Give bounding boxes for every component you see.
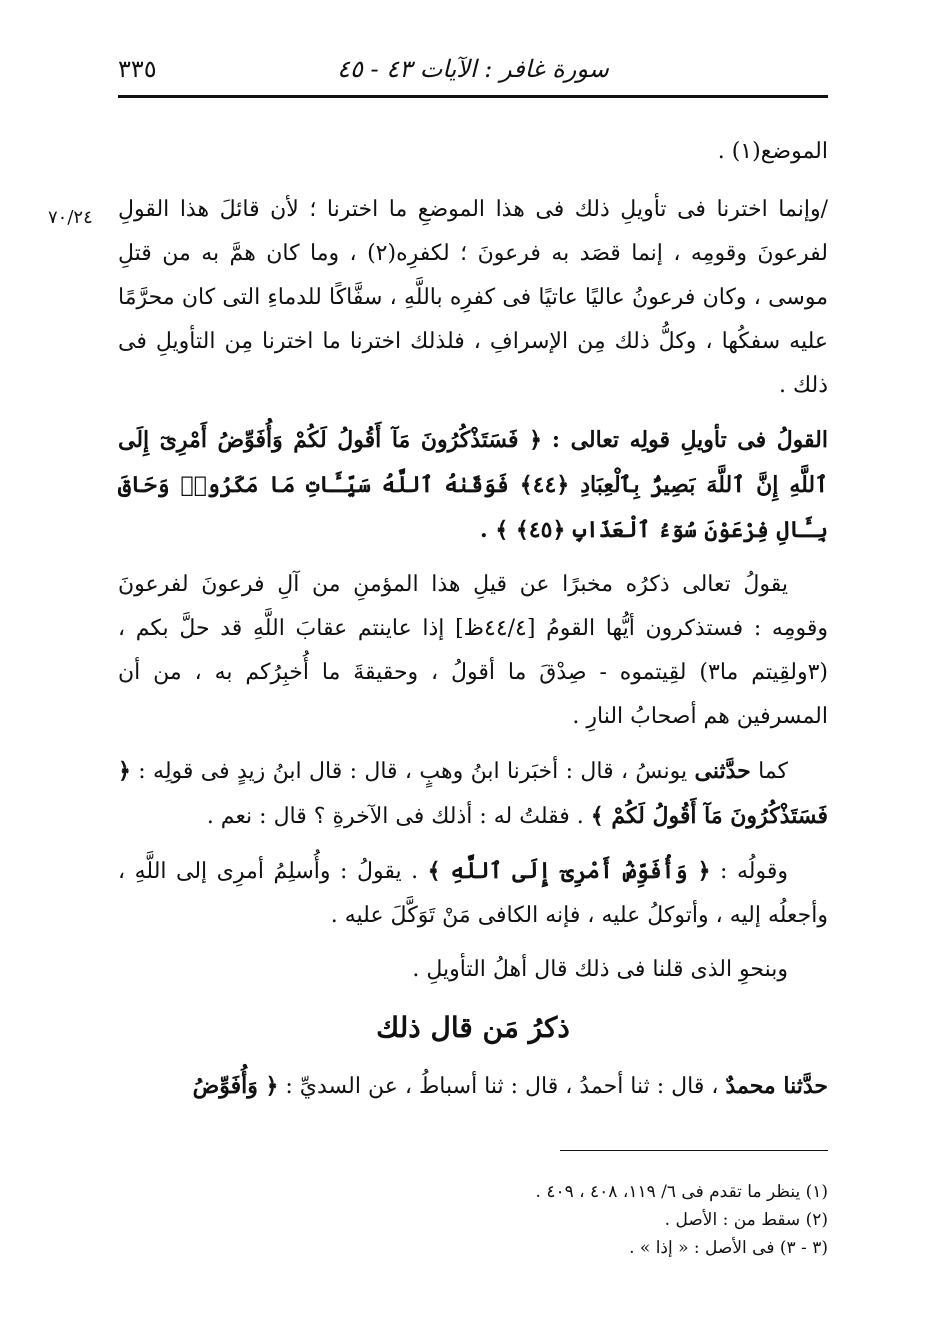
paragraph-5 bbox=[118, 849, 828, 938]
footnote-item: (٢) سقط من : الأصل . bbox=[664, 1210, 828, 1230]
quran-verse: ﴿ فَسَتَذْكُرُونَ مَآ أَقُولُ لَكُمْ وَأُفَوِّضُ أَمْرِىٓ إِلَى ٱللَّهِ إِنَّ ٱللَّهَ بَصِيرٌۢ بِٱلْعِبَادِ ﴿٤٤﴾ فَوَقَىٰهُ ٱللَّهُ سَيِّـَٔاتِ مَا مَكَرُوا۟ وَحَاقَ بِـَٔالِ فِرْعَوْنَ سُوٓءُ ٱلْعَذَابِ ﴿٤٥﴾ ﴾ . bbox=[118, 427, 829, 543]
paragraph-3: يقولُ تعالى ذكرُه مخبرًا عن قيلِ هذا المؤمنِ من آلِ فرعونَ لفرعونَ وقومِه : فستذكرون أيُّها القومُ [٤٤/٤ظ] إذا عاينتم عقابَ اللَّهِ قد حلَّ بكم ، (٣ولقِيتم ما٣) لقِيتموه - صِدْقَ ما أقولُ ، وحقيقةَ ما أُخبِرُكم به ، من أن المسرفين هم أصحابُ النارِ . bbox=[118, 572, 829, 729]
para4-text-a: كما bbox=[758, 759, 789, 784]
para5-text-b: . يقولُ : وأُسلِمُ أمرِى إلى اللَّهِ ، وأجعلُه إليه ، وأتوكلُ عليه ، فإنه الكافى مَنْ تَوَكَّلَ عليه . bbox=[118, 859, 828, 928]
main-text bbox=[118, 130, 828, 1119]
quran-verse: ﴿ فَسَتَذْكُرُونَ مَآ أَقُولُ لَكُمْ ﴾ bbox=[118, 758, 828, 829]
para7-text-b: ، قال : ثنا أحمدُ ، قال : ثنا أسباطُ ، عن السديِّ : bbox=[285, 1074, 719, 1099]
section-heading: ذكرُ مَن قال ذلك bbox=[376, 1011, 570, 1044]
footnote-item: (١) ينظر ما تقدم فى ٦/ ١١٩، ٤٠٨ ، ٤٠٩ . bbox=[535, 1182, 828, 1202]
footnote-rule bbox=[560, 1150, 828, 1151]
quran-verse: ﴿ وَأُفَوِّضُ bbox=[192, 1073, 279, 1099]
para4-text-d: . فقلتُ له : أذلك فى الآخرةِ ؟ قال : نعم . bbox=[206, 804, 584, 829]
narration-verb: حدَّثنا محمدٌ bbox=[725, 1073, 828, 1099]
page-number: ٣٣٥ bbox=[118, 55, 157, 83]
footnote-item: (٣ - ٣) فى الأصل : « إذا » . bbox=[629, 1238, 828, 1258]
narration-verb: حدَّثنى bbox=[694, 758, 751, 784]
paragraph-6: وبنحوِ الذى قلنا فى ذلك قال أهلُ التأويلِ . bbox=[412, 957, 788, 982]
heading-lead: القولُ فى تأويلِ قولِه تعالى : bbox=[551, 427, 828, 453]
continued-fragment: الموضع(١) . bbox=[717, 139, 828, 164]
page-header bbox=[118, 55, 828, 95]
running-head: سورة غافر : الآيات ٤٣ - ٤٥ bbox=[337, 55, 609, 83]
quran-verse: ﴿ وَأُفَوِّضُ أَمْرِىٓ إِلَى ٱللَّهِ ﴾ bbox=[427, 858, 711, 884]
paragraph-1: /وإنما اخترنا فى تأويلِ ذلك فى هذا الموضعِ ما اخترنا ؛ لأن قائلَ هذا القولِ لفرعونَ وقومِه ، إنما قصَد به فرعونَ ؛ لكفرِه(٢) ، وما كان همَّ به من قتلِ موسى ، وكان فرعونُ عاليًا عاتيًا فى كفرِه باللَّهِ ، سفَّاكًا للدماءِ التى كان محرَّمًا عليه سفكُها ، وكلُّ ذلك مِن الإسرافِ ، فلذلك اخترنا ما اخترنا مِن التأويلِ فى ذلك . bbox=[118, 197, 829, 398]
footnotes bbox=[118, 1178, 828, 1262]
paragraph-2 bbox=[118, 418, 828, 553]
paragraph-4 bbox=[118, 749, 828, 839]
para4-text-c: يونسُ ، قال : أخبَرنا ابنُ وهبٍ ، قال : قال ابنُ زيدٍ فى قولِه : bbox=[138, 759, 688, 784]
paragraph-7 bbox=[118, 1064, 828, 1109]
header-rule bbox=[118, 95, 828, 98]
margin-reference: ٧٠/٢٤ bbox=[48, 207, 93, 228]
para5-text-a: وقولُه : bbox=[720, 859, 788, 884]
